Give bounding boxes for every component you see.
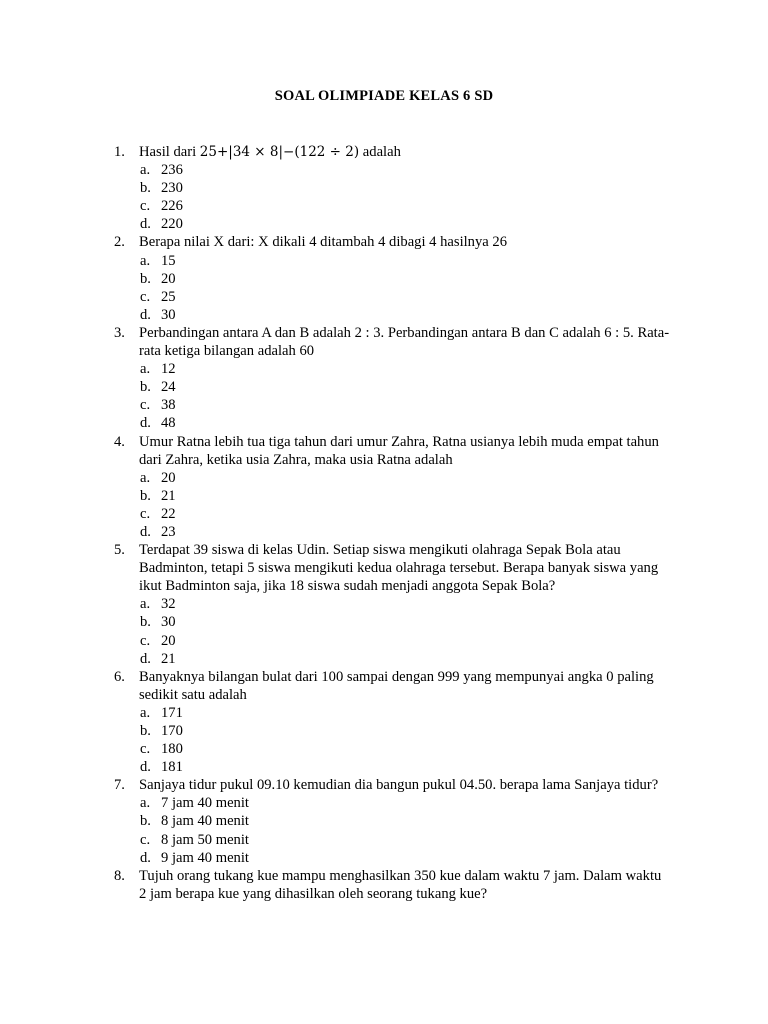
option-text: 8 jam 50 menit: [161, 831, 249, 848]
option-list: [139, 161, 670, 233]
option-list: [139, 794, 670, 866]
option-letter: c.: [140, 288, 151, 305]
option-item: [139, 396, 670, 414]
question-text: [139, 143, 670, 161]
option-letter: b.: [140, 180, 151, 197]
option-text: 170: [161, 723, 183, 739]
option-item: [139, 650, 670, 668]
option-text: 20: [161, 270, 176, 287]
option-text: 22: [161, 505, 176, 522]
option-letter: a.: [140, 162, 151, 179]
question-text: Perbandingan antara A dan B adalah 2 : 3. Perbandingan antara B dan C adalah 6 : 5. Rata-rata ketiga bilangan adalah 60: [139, 324, 670, 360]
option-list: [139, 704, 670, 776]
question-item: [110, 541, 670, 668]
option-letter: b.: [140, 813, 151, 830]
option-text: 23: [161, 523, 176, 540]
option-text: 220: [161, 216, 183, 233]
option-text: 181: [161, 759, 183, 776]
option-list: [139, 360, 670, 432]
question-item: [110, 233, 670, 323]
option-letter: a.: [140, 469, 151, 486]
option-text: 8 jam 40 menit: [161, 813, 249, 830]
option-text: 30: [161, 614, 176, 631]
option-letter: a.: [140, 795, 151, 812]
option-item: [139, 758, 670, 776]
option-item: [139, 523, 670, 541]
option-text: 21: [161, 487, 176, 504]
option-letter: c.: [140, 831, 151, 848]
option-text: 20: [161, 469, 176, 486]
option-text: 15: [161, 252, 176, 269]
question-item: [110, 867, 670, 903]
option-item: [139, 252, 670, 270]
option-letter: c.: [140, 741, 151, 758]
option-item: [139, 722, 670, 740]
page-title: SOAL OLIMPIADE KELAS 6 SD: [274, 88, 494, 104]
question-text: Terdapat 39 siswa di kelas Udin. Setiap siswa mengikuti olahraga Sepak Bola atau Badminton, tetapi 5 siswa mengikuti kedua olahraga tersebut. Berapa banyak siswa yang ikut Badminton saja, jika 18 siswa sudah menjadi anggota Sepak Bola?: [139, 542, 659, 595]
option-letter: d.: [140, 759, 151, 776]
question-text: Umur Ratna lebih tua tiga tahun dari umur Zahra, Ratna usianya lebih muda empat tahun dari Zahra, ketika usia Zahra, maka usia Ratna adalah: [139, 433, 659, 468]
option-item: [139, 197, 670, 215]
option-item: [139, 849, 670, 867]
option-letter: d.: [140, 849, 151, 866]
option-item: [139, 740, 670, 758]
option-text: 12: [161, 361, 176, 378]
option-text: 30: [161, 306, 176, 323]
option-item: [139, 360, 670, 378]
option-text: 21: [161, 650, 176, 667]
option-letter: d.: [140, 216, 151, 233]
option-text: 38: [161, 397, 176, 414]
question-item: [110, 668, 670, 777]
option-item: [139, 378, 670, 396]
option-item: [139, 469, 670, 487]
option-item: [139, 831, 670, 849]
question-number: 4.: [114, 433, 125, 450]
option-text: 230: [161, 180, 183, 197]
option-text: 48: [161, 415, 176, 432]
option-text: 226: [161, 198, 183, 215]
option-text: 7 jam 40 menit: [161, 795, 249, 812]
option-item: [139, 487, 670, 505]
option-letter: d.: [140, 523, 151, 540]
option-item: [139, 632, 670, 650]
question-number: 5.: [114, 542, 125, 559]
question-item: [110, 433, 670, 542]
option-item: [139, 613, 670, 631]
option-letter: d.: [140, 306, 151, 323]
option-letter: b.: [140, 487, 151, 504]
option-letter: a.: [140, 361, 151, 378]
option-text: 20: [161, 632, 176, 649]
option-text: 236: [161, 162, 183, 179]
option-item: [139, 306, 670, 324]
option-item: [139, 794, 670, 812]
option-text: 24: [161, 379, 176, 396]
question-number: 6.: [114, 668, 125, 685]
option-letter: c.: [140, 198, 151, 215]
option-text: 180: [161, 741, 183, 758]
option-text: 171: [161, 704, 183, 721]
question-text: Sanjaya tidur pukul 09.10 kemudian dia bangun pukul 04.50. berapa lama Sanjaya tidur?: [139, 777, 659, 794]
question-number: 7.: [114, 777, 125, 794]
option-letter: c.: [140, 505, 151, 522]
option-letter: c.: [140, 632, 151, 649]
question-number: 1.: [114, 144, 125, 160]
option-item: [139, 505, 670, 523]
question-number: 2.: [114, 234, 125, 251]
option-item: [139, 414, 670, 432]
option-item: [139, 595, 670, 613]
question-suffix: adalah: [359, 144, 401, 160]
option-letter: b.: [140, 270, 151, 287]
option-letter: a.: [140, 252, 151, 269]
option-item: [139, 161, 670, 179]
question-prefix: Hasil dari: [139, 144, 200, 160]
option-text: 25: [161, 288, 176, 305]
math-expression: 25+|34 × 8|−(122 ÷ 2): [199, 144, 360, 160]
option-item: [139, 704, 670, 722]
option-list: [139, 595, 670, 667]
option-letter: b.: [140, 723, 151, 739]
question-text: Berapa nilai X dari: X dikali 4 ditambah 4 dibagi 4 hasilnya 26: [139, 234, 508, 251]
option-text: 9 jam 40 menit: [161, 849, 249, 866]
option-letter: b.: [140, 614, 151, 631]
question-item: [110, 776, 670, 866]
option-item: [139, 288, 670, 306]
option-item: [139, 270, 670, 288]
question-item: [110, 324, 670, 433]
question-text: Tujuh orang tukang kue mampu menghasilkan 350 kue dalam waktu 7 jam. Dalam waktu 2 jam berapa kue yang dihasilkan oleh seorang tukang kue?: [139, 867, 662, 902]
question-item: [110, 143, 670, 233]
option-text: 32: [161, 596, 176, 613]
question-text: Banyaknya bilangan bulat dari 100 sampai dengan 999 yang mempunyai angka 0 paling sedikit satu adalah: [139, 668, 654, 703]
option-letter: a.: [140, 596, 151, 613]
question-number: 3.: [114, 324, 125, 341]
option-list: [139, 252, 670, 324]
question-list: [110, 143, 670, 903]
option-item: [139, 215, 670, 233]
option-list: [139, 469, 670, 541]
option-letter: b.: [140, 379, 151, 396]
option-letter: d.: [140, 415, 151, 432]
question-number: 8.: [114, 867, 125, 884]
option-letter: c.: [140, 397, 151, 414]
option-letter: a.: [140, 704, 151, 721]
option-letter: d.: [140, 650, 151, 667]
option-item: [139, 179, 670, 197]
option-item: [139, 812, 670, 830]
